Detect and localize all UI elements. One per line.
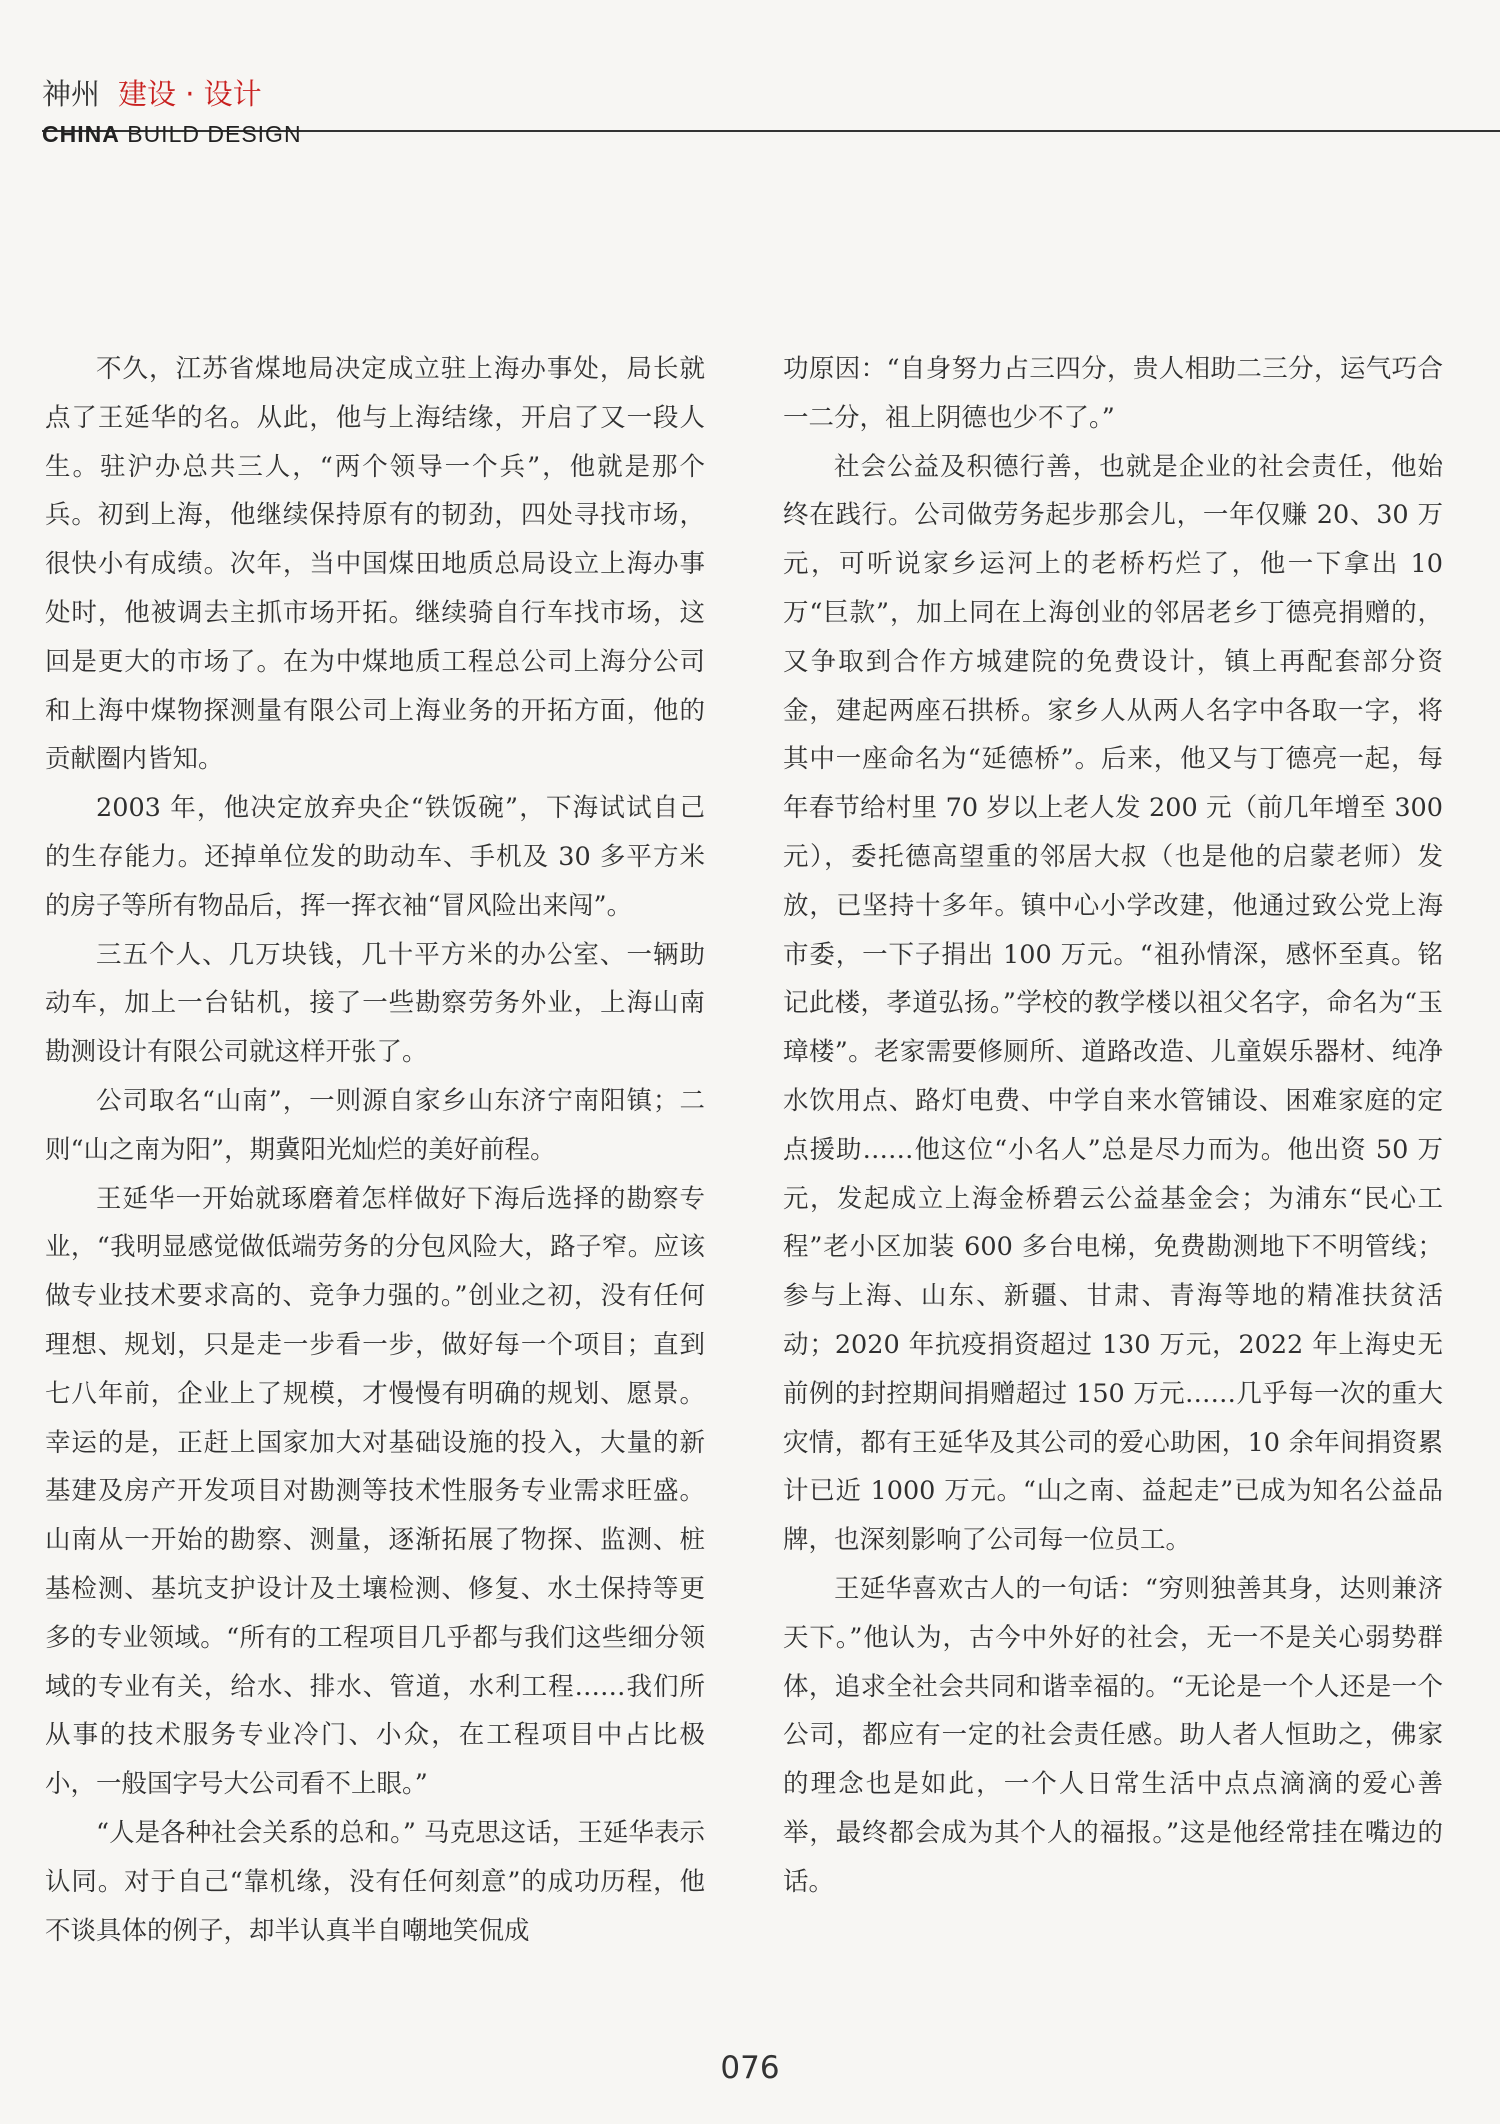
paragraph: 三五个人、几万块钱，几十平方米的办公室、一辆助动车，加上一台钻机，接了一些勘察劳务外业，上海山南勘测设计有限公司就这样开张了。 [45, 939, 705, 1068]
magazine-english-rest: BUILD DESIGN [119, 121, 302, 147]
paragraph: 王延华喜欢古人的一句话：“穷则独善其身，达则兼济天下。”他认为，古今中外好的社会，无一不是关心弱势群体，追求全社会共同和谐幸福的。“无论是一个人还是一个公司，都应有一定的社会责任感。助人者人恒助之，佛家的理念也是如此，一个人日常生活中点点滴滴的爱心善举，最终都会成为其个人的福报。”这是他经常挂在嘴边的话。 [783, 1573, 1443, 1897]
paragraph: 2003 年，他决定放弃央企“铁饭碗”，下海试试自己的生存能力。还掉单位发的助动车、手机及 30 多平方米的房子等所有物品后，挥一挥衣袖“冒风险出来闯”。 [45, 793, 705, 921]
article-right-column [783, 345, 1443, 1907]
section-name: 建设 · 设计 [118, 77, 262, 111]
paragraph: 不久，江苏省煤地局决定成立驻上海办事处，局长就点了王延华的名。从此，他与上海结缘，开启了又一段人生。驻沪办总共三人，“两个领导一个兵”，他就是那个兵。初到上海，他继续保持原有的韧劲，四处寻找市场，很快小有成绩。次年，当中国煤田地质总局设立上海办事处时，他被调去主抓市场开拓。继续骑自行车找市场，这回是更大的市场了。在为中煤地质工程总公司上海分公司和上海中煤物探测量有限公司上海业务的开拓方面，他的贡献圈内皆知。 [45, 354, 705, 775]
magazine-header [42, 76, 1500, 156]
paragraph: “人是各种社会关系的总和。” 马克思这话，王延华表示认同。对于自己“靠机缘，没有任何刻意”的成功历程，他不谈具体的例子，却半认真半自嘲地笑侃成 [45, 1817, 705, 1946]
article-left-column [45, 345, 705, 1955]
paragraph: 王延华一开始就琢磨着怎样做好下海后选择的勘察专业，“我明显感觉做低端劳务的分包风险大，路子窄。应该做专业技术要求高的、竞争力强的。”创业之初，没有任何理想、规划，只是走一步看一步，做好每一个项目；直到七八年前，企业上了规模，才慢慢有明确的规划、愿景。幸运的是，正赶上国家加大对基础设施的投入，大量的新基建及房产开发项目对勘测等技术性服务专业需求旺盛。山南从一开始的勘察、测量，逐渐拓展了物探、监测、桩基检测、基坑支护设计及土壤检测、修复、水土保持等更多的专业领域。“所有的工程项目几乎都与我们这些细分领域的专业有关，给水、排水、管道，水利工程……我们所从事的技术服务专业冷门、小众，在工程项目中占比极小，一般国字号大公司看不上眼。” [45, 1183, 705, 1800]
paragraph: 公司取名“山南”，一则源自家乡山东济宁南阳镇；二则“山之南为阳”，期冀阳光灿烂的美好前程。 [45, 1085, 705, 1165]
paragraph-continuation: 功原因：“自身努力占三四分，贵人相助二三分，运气巧合一二分，祖上阴德也少不了。” [783, 354, 1443, 433]
magazine-name: 神州 [42, 77, 101, 111]
magazine-english-bold: CHINA [42, 121, 120, 147]
paragraph: 社会公益及积德行善，也就是企业的社会责任，他始终在践行。公司做劳务起步那会儿，一年仅赚 20、30 万元，可听说家乡运河上的老桥朽烂了，他一下拿出 10 万“巨款”，加上同在上海创业的邻居老乡丁德亮捐赠的，又争取到合作方城建院的免费设计，镇上再配套部分资金，建起两座石拱桥。家乡人从两人名字中各取一字，将其中一座命名为“延德桥”。后来，他又与丁德亮一起，每年春节给村里 70 岁以上老人发 200 元（前几年增至 300 元），委托德高望重的邻居大叔（也是他的启蒙老师）发放，已坚持十多年。镇中心小学改建，他通过致公党上海市委，一下子捐出 100 万元。“祖孙情深，感怀至真。铭记此楼，孝道弘扬。”学校的教学楼以祖父名字，命名为“玉璋楼”。老家需要修厕所、道路改造、儿童娱乐器材、纯净水饮用点、路灯电费、中学自来水管铺设、困难家庭的定点援助……他这位“小名人”总是尽力而为。他出资 50 万元，发起成立上海金桥碧云公益基金会；为浦东“民心工程”老小区加装 600 多台电梯，免费勘测地下不明管线；参与上海、山东、新疆、甘肃、青海等地的精准扶贫活动；2020 年抗疫捐资超过 130 万元，2022 年上海史无前例的封控期间捐赠超过 150 万元……几乎每一次的重大灾情，都有王延华及其公司的爱心助困，10 余年间捐资累计已近 1000 万元。“山之南、益起走”已成为知名公益品牌，也深刻影响了公司每一位员工。 [783, 451, 1443, 1556]
magazine-english-title [42, 120, 302, 148]
magazine-title-row [42, 76, 262, 112]
page-number: 076 [720, 2050, 780, 2086]
